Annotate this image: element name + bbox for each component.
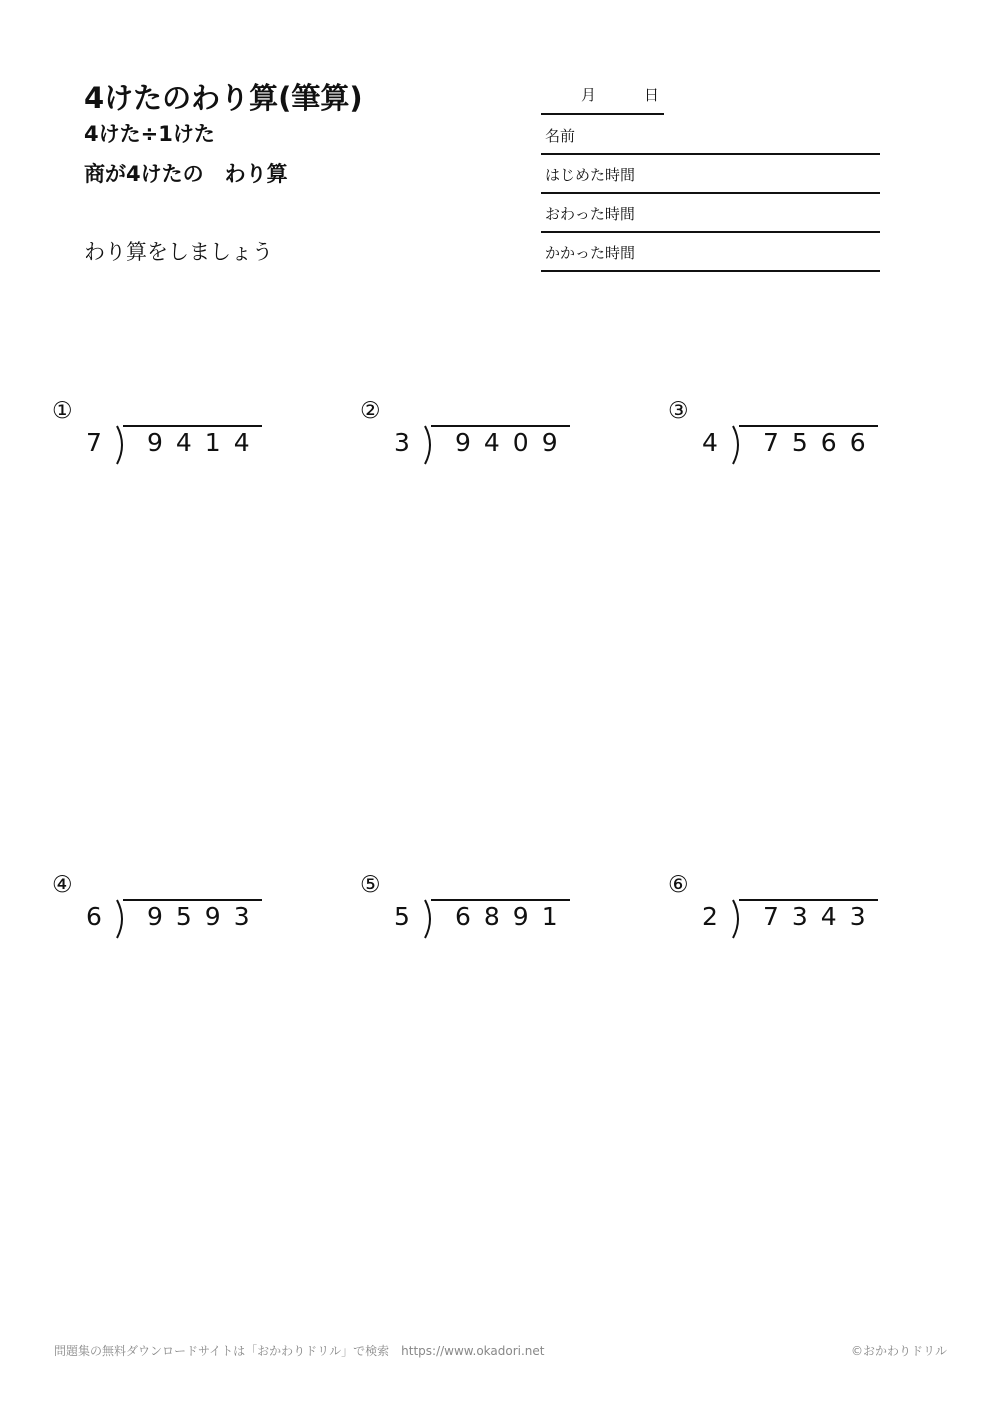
problem-number: ④ (52, 872, 73, 898)
problem-4 (52, 872, 312, 962)
dividend: 9593 (147, 902, 263, 931)
date-field[interactable] (541, 80, 664, 115)
instruction-text: わり算をしましょう (84, 240, 273, 264)
division-bracket (423, 899, 437, 939)
worksheet-title: 4けたのわり算(筆算) (84, 81, 363, 115)
division-bracket (731, 899, 745, 939)
dividend: 6891 (455, 902, 571, 931)
dividend: 9409 (455, 428, 571, 457)
problem-5 (360, 872, 620, 962)
dividend: 7343 (763, 902, 879, 931)
end-time-field[interactable] (541, 193, 880, 233)
elapsed-time-field[interactable] (541, 232, 880, 272)
problem-number: ② (360, 398, 381, 424)
divisor: 6 (86, 902, 102, 931)
elapsed-time-label: かかった時間 (545, 244, 636, 262)
dividend: 9414 (147, 428, 263, 457)
name-label: 名前 (545, 127, 576, 145)
division-bar (431, 425, 570, 427)
divisor: 5 (394, 902, 410, 931)
division-bracket (115, 899, 129, 939)
end-time-label: おわった時間 (545, 205, 635, 223)
footer-copyright: ©おかわりドリル (851, 1344, 948, 1358)
worksheet-subtitle-quotient: 商が4けたの わり算 (84, 162, 288, 186)
division-bar (739, 425, 878, 427)
month-label: 月 (581, 86, 597, 104)
dividend: 7566 (763, 428, 879, 457)
divisor: 4 (702, 428, 718, 457)
problem-number: ③ (668, 398, 689, 424)
footer-site-info: 問題集の無料ダウンロードサイトは「おかわりドリル」で検索 https://www.okadori.net (54, 1344, 545, 1358)
divisor: 2 (702, 902, 718, 931)
problem-3 (668, 398, 928, 488)
division-bar (123, 899, 262, 901)
division-bracket (731, 425, 745, 465)
problem-number: ⑤ (360, 872, 381, 898)
problem-number: ⑥ (668, 872, 689, 898)
problem-6 (668, 872, 928, 962)
worksheet-subtitle-digits: 4けた÷1けた (84, 122, 215, 146)
problem-2 (360, 398, 620, 488)
division-bar (431, 899, 570, 901)
problem-number: ① (52, 398, 73, 424)
start-time-field[interactable] (541, 154, 880, 194)
start-time-label: はじめた時間 (545, 166, 636, 184)
divisor: 3 (394, 428, 410, 457)
divisor: 7 (86, 428, 102, 457)
division-bar (739, 899, 878, 901)
problem-1 (52, 398, 312, 488)
day-label: 日 (644, 86, 660, 104)
division-bracket (115, 425, 129, 465)
name-field[interactable] (541, 115, 880, 155)
division-bar (123, 425, 262, 427)
division-bracket (423, 425, 437, 465)
